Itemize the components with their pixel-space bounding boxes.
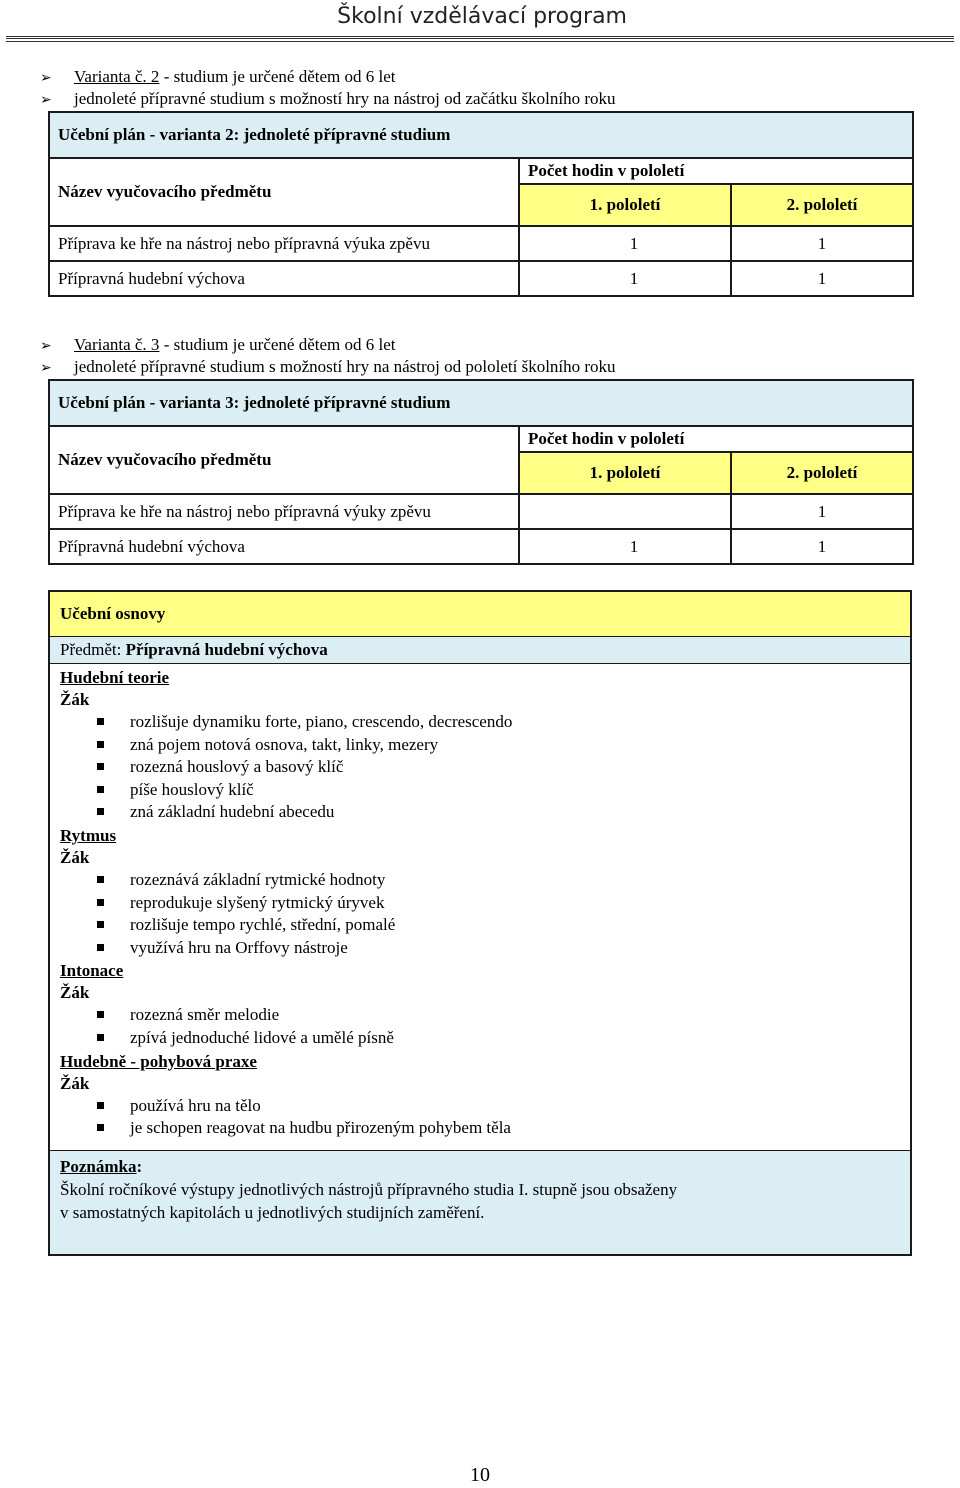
section-hudebni-teorie [60,666,910,824]
row-subject: Přípravná hudební výchova [49,529,519,564]
syllabus-note [50,1150,910,1254]
semester-2-header: 2. pololetí [731,452,913,494]
syllabus-heading: Učební osnovy [50,592,910,637]
list-item: reprodukuje slyšený rytmický úryvek [60,892,910,915]
note-line-2: v samostatných kapitolách u jednotlivých studijních zaměření. [60,1202,485,1222]
row-subject: Příprava ke hře na nástroj nebo přípravná výuka zpěvu [49,226,519,261]
arrow-bullet-icon: ➢ [40,70,52,86]
square-bullet-icon [97,1011,104,1018]
subject-column-header: Název vyučovacího předmětu [49,158,519,226]
list-item: rozezná houslový a basový klíč [60,756,910,779]
syllabus-box [48,590,912,1256]
square-bullet-icon [97,1102,104,1109]
variant2-bullet-2 [40,88,616,110]
document-header-title: Školní vzdělávací program [337,4,627,29]
section-title: Intonace [60,961,124,981]
arrow-bullet-icon: ➢ [40,92,52,108]
section-title: Hudební teorie [60,668,170,687]
variant3-desc: - studium je určené dětem od 6 let [159,335,396,354]
variant3-bullet-2 [40,356,616,378]
list-item: používá hru na tělo [60,1095,910,1118]
list-item: zpívá jednoduché lidové a umělé písně [60,1027,910,1050]
row-subject: Příprava ke hře na nástroj nebo přípravná výuky zpěvu [49,494,519,529]
list-item: rozeznává základní rytmické hodnoty [60,869,910,892]
row-sem1: 1 [519,261,731,296]
arrow-bullet-icon: ➢ [40,338,52,354]
hours-column-header: Počet hodin v pololetí [519,158,913,184]
square-bullet-icon [97,876,104,883]
square-bullet-icon [97,1034,104,1041]
semester-2-header: 2. pololetí [731,184,913,226]
zak-label: Žák [60,690,90,709]
note-line-1: Školní ročníkové výstupy jednotlivých nástrojů přípravného studia I. stupně jsou obsaženy [60,1179,678,1199]
list-item: zná základní hudební abecedu [60,801,910,824]
row-sem2: 1 [731,529,913,564]
note-colon: : [136,1156,143,1176]
variant2-table-title: Učební plán - varianta 2: jednoleté přípravné studium [49,112,913,158]
variant3-table-title: Učební plán - varianta 3: jednoleté přípravné studium [49,380,913,426]
table-row [49,494,913,529]
table-row [49,226,913,261]
row-sem2: 1 [731,494,913,529]
section-pohybova-praxe [60,1050,910,1140]
list-item: rozezná směr melodie [60,1004,910,1027]
semester-1-header: 1. pololetí [519,452,731,494]
list-item: rozlišuje tempo rychlé, střední, pomalé [60,914,910,937]
variant3-plan-table [48,379,914,565]
variant2-plan-table [48,111,914,297]
table-row [49,529,913,564]
variant2-detail: jednoleté přípravné studium s možností hry na nástroj od začátku školního roku [74,89,616,108]
section-title: Rytmus [60,825,117,845]
square-bullet-icon [97,921,104,928]
list-item: využívá hru na Orffovy nástroje [60,937,910,960]
square-bullet-icon [97,944,104,951]
zak-label: Žák [60,983,90,1003]
header-rule [6,36,954,42]
variant2-desc: - studium je určené dětem od 6 let [159,67,396,86]
square-bullet-icon [97,808,104,815]
subject-label: Předmět: [60,640,126,659]
syllabus-body [50,664,910,1150]
list-item: zná pojem notová osnova, takt, linky, mezery [60,734,910,757]
square-bullet-icon [97,741,104,748]
syllabus-subject [50,637,910,664]
section-intonace [60,959,910,1049]
section-rytmus [60,824,910,959]
note-label: Poznámka [60,1156,137,1176]
list-item: je schopen reagovat na hudbu přirozeným pohybem těla [60,1117,910,1140]
subject-column-header: Název vyučovacího předmětu [49,426,519,494]
square-bullet-icon [97,763,104,770]
row-sem2: 1 [731,261,913,296]
semester-1-header: 1. pololetí [519,184,731,226]
square-bullet-icon [97,1124,104,1131]
section-title: Hudebně - pohybová praxe [60,1051,257,1071]
row-sem1: 1 [519,226,731,261]
subject-name: Přípravná hudební výchova [125,640,328,659]
zak-label: Žák [60,1073,90,1093]
variant2-bullet [40,66,395,88]
square-bullet-icon [97,718,104,725]
square-bullet-icon [97,786,104,793]
table-row [49,261,913,296]
arrow-bullet-icon: ➢ [40,360,52,376]
variant2-link[interactable]: Varianta č. 2 [74,67,160,86]
variant3-link[interactable]: Varianta č. 3 [74,335,160,354]
hours-column-header: Počet hodin v pololetí [519,426,913,452]
page-number: 10 [470,1464,490,1486]
row-sem2: 1 [731,226,913,261]
variant3-detail: jednoleté přípravné studium s možností hry na nástroj od pololetí školního roku [74,357,616,376]
row-sem1 [519,494,731,529]
zak-label: Žák [60,847,90,867]
row-sem1: 1 [519,529,731,564]
list-item: píše houslový klíč [60,779,910,802]
square-bullet-icon [97,899,104,906]
list-item: rozlišuje dynamiku forte, piano, crescendo, decrescendo [60,711,910,734]
row-subject: Přípravná hudební výchova [49,261,519,296]
variant3-bullet [40,334,395,356]
